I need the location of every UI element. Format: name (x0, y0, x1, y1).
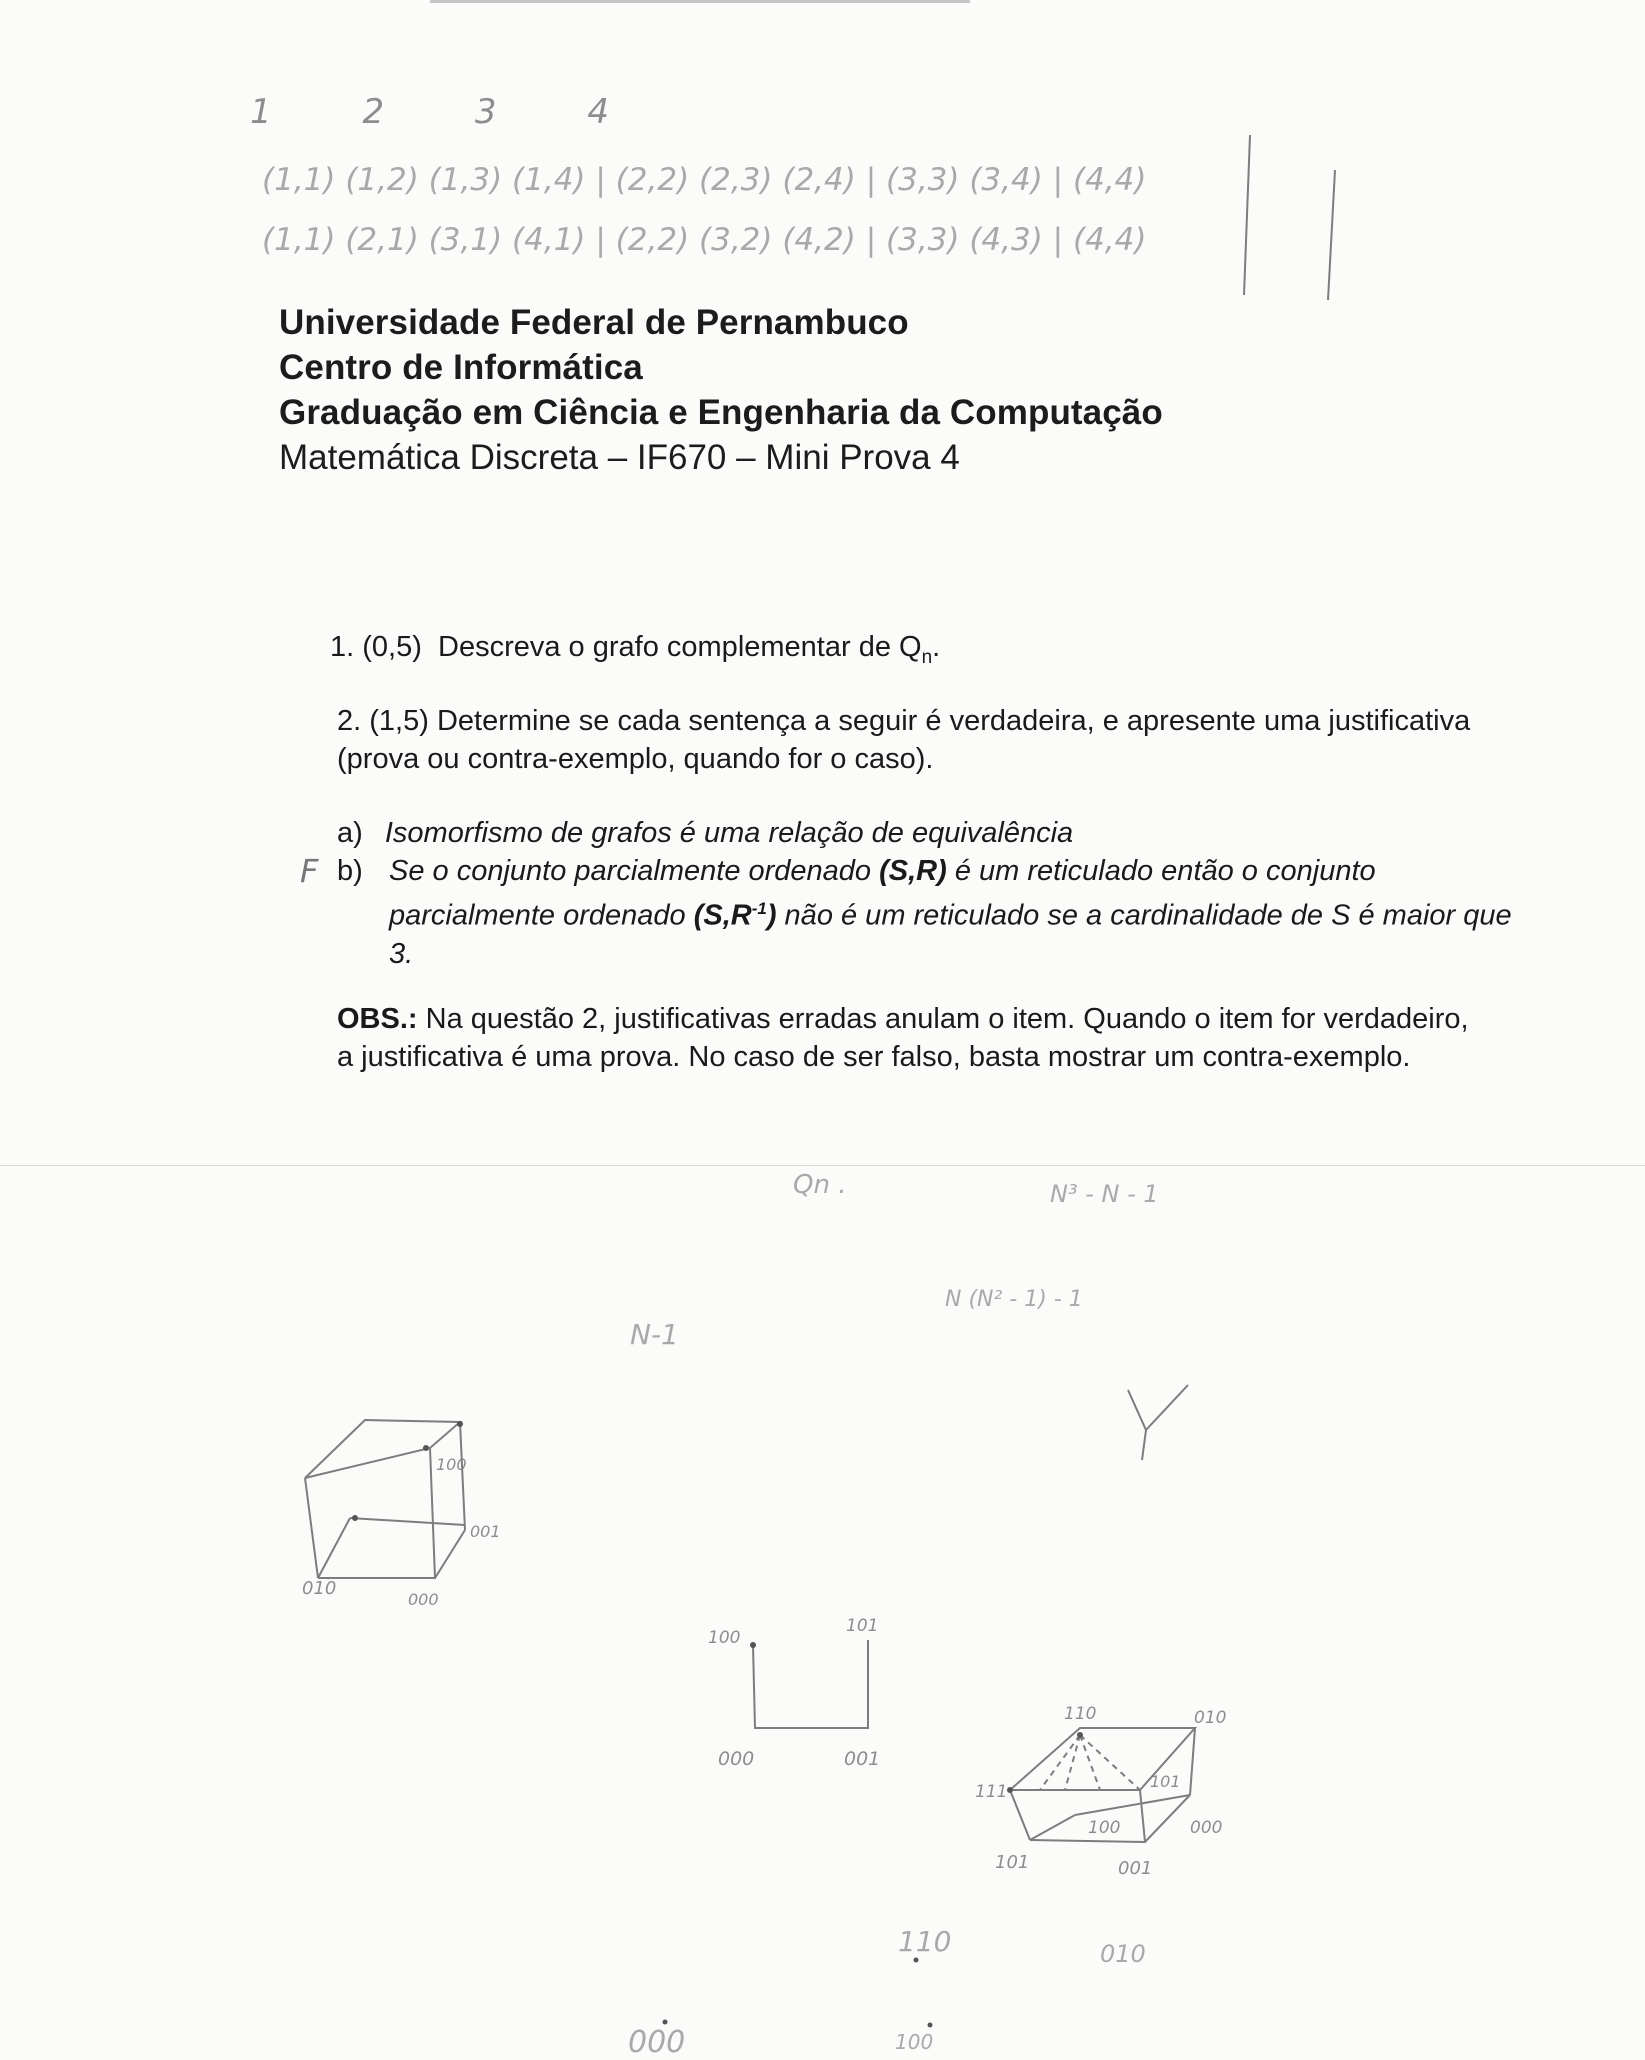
item-b-text (389, 852, 1519, 973)
scan-top-edge (430, 0, 970, 3)
obs-label: OBS.: (337, 1003, 418, 1035)
label-000-c: 000 (1190, 1818, 1223, 1838)
handwritten-f-mark: F (300, 852, 319, 890)
label-101-c2: 101 (995, 1852, 1030, 1873)
label-010-d: 010 (1100, 1940, 1146, 1968)
question-1-number: 1. (330, 631, 355, 663)
center-name: Centro de Informática (279, 348, 643, 387)
obs-text: Na questão 2, justificativas erradas anulam o item. Quando o item for verdadeiro, a justificativa é uma prova. No caso de ser falso, basta mostrar um contra-exemplo. (337, 1003, 1469, 1073)
label-000-a: 000 (408, 1590, 439, 1609)
label-100-c: 100 (1088, 1818, 1121, 1838)
label-111-c: 111 (975, 1782, 1008, 1802)
label-100-d: 100 (895, 2030, 934, 2054)
item-b-label: b) (337, 855, 363, 887)
label-000-b: 000 (718, 1748, 755, 1770)
question-2 (337, 702, 1487, 778)
handwritten-qn: Qn . (793, 1170, 847, 1200)
question-1-end: . (932, 631, 941, 663)
label-100-b: 100 (708, 1628, 741, 1648)
handwritten-pairs-line-2: (1,1) (2,1) (3,1) (4,1) | (2,2) (3,2) (4,2) | (3,3) (4,3) | (4,4) (262, 222, 1147, 258)
handwritten-n-expr: N (N² - 1) - 1 (945, 1287, 1083, 1312)
label-001-c: 001 (1118, 1858, 1153, 1879)
question-1-graph-symbol: Q (899, 631, 922, 663)
item-a-text: Isomorfismo de grafos é uma relação de equivalência (384, 817, 1074, 849)
obs-note (337, 1000, 1487, 1076)
question-2-text: Determine se cada sentença a seguir é verdadeira, e apresente uma justificativa (prova ou contra-exemplo, quando for o caso). (337, 705, 1471, 775)
exam-header (279, 300, 1163, 480)
square-sketch (750, 1640, 868, 1728)
label-101-b: 101 (846, 1616, 879, 1636)
item-b-text-1: Se o conjunto parcialmente ordenado (389, 855, 880, 887)
item-a-label: a) (337, 817, 363, 849)
y-sketch (1128, 1385, 1188, 1460)
label-001-a: 001 (470, 1522, 501, 1541)
question-2-number: 2. (337, 705, 362, 737)
question-1 (330, 628, 940, 677)
handwritten-n3: N³ - N - 1 (1050, 1180, 1159, 1208)
item-b-text-3: não é um reticulado se a cardinalidade de S é maior que 3. (389, 899, 1512, 970)
label-100-a: 100 (436, 1455, 467, 1474)
course-name: Graduação em Ciência e Engenharia da Computação (279, 393, 1163, 432)
item-b-text-2: é um reticulado então o conjunto parcialmente ordenado (389, 855, 1376, 932)
item-b-poset-2-close: ) (766, 899, 777, 932)
margin-marks (1244, 135, 1335, 300)
label-110-c: 110 (1064, 1704, 1097, 1724)
question-1-graph-subscript: n (921, 646, 933, 668)
question-1-text: Descreva o grafo complementar de (438, 631, 900, 663)
bottom-dots (663, 1958, 933, 2028)
item-a (337, 814, 1073, 852)
label-010-c: 010 (1194, 1708, 1227, 1728)
item-b-poset-1: (S,R) (879, 855, 947, 887)
question-2-points: (1,5) (369, 705, 429, 737)
exam-title: Matemática Discreta – IF670 – Mini Prova 4 (279, 438, 960, 477)
label-101-c: 101 (1150, 1772, 1181, 1791)
label-000-d: 000 (628, 2025, 686, 2060)
university-name: Universidade Federal de Pernambuco (279, 303, 909, 342)
label-110-d: 110 (898, 1925, 952, 1958)
handwritten-numbers: 1 2 3 4 (250, 92, 649, 132)
label-001-b: 001 (844, 1748, 881, 1770)
handwritten-n-minus-1: N-1 (630, 1318, 679, 1351)
item-b-inverse-sup: -1 (751, 899, 767, 918)
question-1-points: (0,5) (362, 631, 422, 663)
cube-sketch-1 (305, 1420, 465, 1578)
label-010-a: 010 (302, 1578, 337, 1599)
handwritten-pairs-line-1: (1,1) (1,2) (1,3) (1,4) | (2,2) (2,3) (2,4) | (3,3) (3,4) | (4,4) (262, 162, 1147, 198)
paper-fold-line (0, 1165, 1645, 1166)
item-b-poset-2: (S,R (693, 899, 752, 932)
